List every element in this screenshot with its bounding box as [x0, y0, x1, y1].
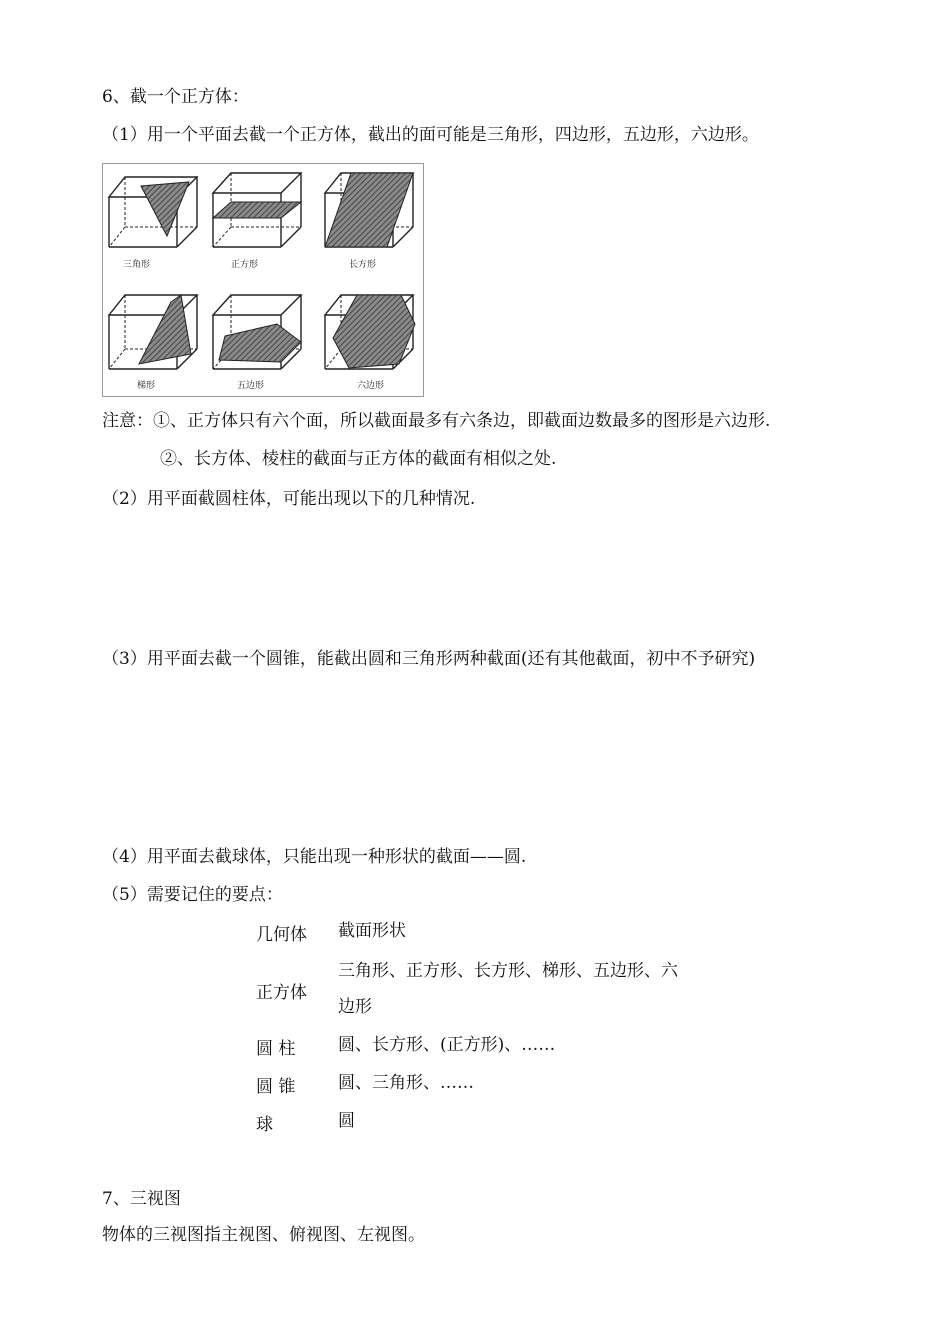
cube-trapezoid-section [109, 295, 197, 369]
table-cell-shape: 圆 [338, 1111, 355, 1131]
table-cell-shape: 圆、长方形、(正方形)、…… [338, 1035, 556, 1055]
table-cell-shape: 三角形、正方形、长方形、梯形、五边形、六 [338, 961, 678, 981]
table-cell-solid: 球 [256, 1115, 273, 1135]
caption-triangle: 三角形 [123, 260, 151, 270]
note-2: ②、长方体、棱柱的截面与正方体的截面有相似之处. [160, 449, 557, 469]
cube-triangle-section [109, 177, 197, 247]
paragraph-cone: （3）用平面去截一个圆锥，能截出圆和三角形两种截面(还有其他截面，初中不予研究) [102, 649, 756, 669]
caption-hexagon: 六边形 [357, 381, 385, 391]
section-7-heading: 7、三视图 [102, 1189, 181, 1209]
cube-sections-illustration [103, 164, 423, 396]
table-cell-shape-cont: 边形 [338, 997, 372, 1017]
paragraph-sphere: （4）用平面去截球体，只能出现一种形状的截面——圆. [102, 847, 527, 867]
cube-square-section [213, 173, 301, 247]
caption-pentagon: 五边形 [237, 381, 265, 391]
paragraph-cylinder: （2）用平面截圆柱体，可能出现以下的几种情况. [102, 489, 476, 509]
table-cell-solid: 正方体 [256, 983, 307, 1003]
paragraph-three-views: 物体的三视图指主视图、俯视图、左视图。 [102, 1225, 425, 1245]
table-header-solid: 几何体 [256, 925, 307, 945]
note-1: 注意：①、正方体只有六个面，所以截面最多有六条边，即截面边数最多的图形是六边形. [102, 411, 771, 431]
caption-trapezoid: 梯形 [137, 381, 156, 391]
table-cell-shape: 圆、三角形、…… [338, 1073, 474, 1093]
section-6-heading: 6、截一个正方体： [102, 87, 249, 107]
caption-rectangle: 长方形 [349, 260, 377, 270]
table-header-shape: 截面形状 [338, 921, 406, 941]
cube-rectangle-section [325, 173, 413, 247]
paragraph-cube-sections: （1）用一个平面去截一个正方体，截出的面可能是三角形，四边形，五边形，六边形。 [102, 125, 759, 145]
table-cell-solid: 圆 柱 [256, 1039, 296, 1059]
caption-square: 正方形 [231, 260, 259, 270]
table-cell-solid: 圆 锥 [256, 1077, 296, 1097]
cube-sections-figure [102, 163, 424, 397]
paragraph-key-points: （5）需要记住的要点： [102, 885, 283, 905]
cube-hexagon-section [325, 295, 415, 369]
cube-pentagon-section [213, 295, 301, 369]
